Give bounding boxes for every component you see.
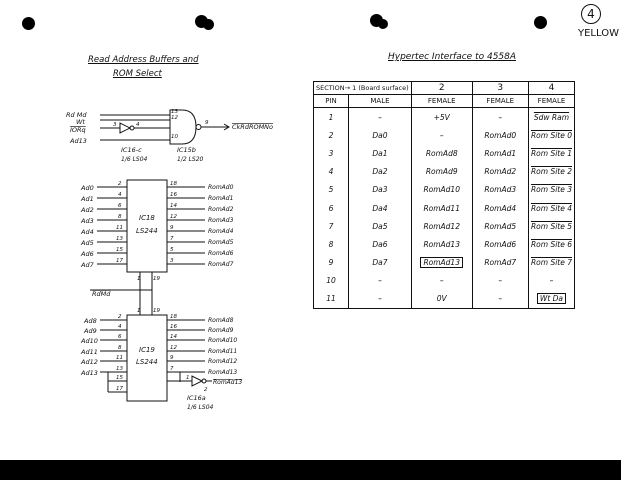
ic18-output-romad0: RomAd0	[208, 184, 234, 191]
ic18-type: LS244	[136, 227, 158, 235]
ic18-pin-12: 12	[170, 214, 177, 220]
ic19-pin-9: 9	[170, 355, 174, 361]
ic19-pin-6: 6	[118, 334, 122, 340]
cell: 7	[314, 217, 349, 235]
cell: Rom Site 6	[530, 239, 572, 249]
ic19-output-pins	[170, 314, 177, 372]
ic18-pin-8: 8	[118, 214, 122, 220]
scan-edge-bar	[0, 460, 621, 480]
cell: 8	[314, 235, 349, 253]
table-row	[314, 235, 575, 253]
table-row	[314, 290, 575, 309]
ic18-input-ad5: Ad5	[81, 239, 94, 247]
ic18-output-romad6: RomAd6	[208, 250, 234, 257]
ic18-pin-13: 13	[116, 236, 123, 242]
ic19-input-labels	[80, 317, 98, 377]
cell: 3	[314, 144, 349, 162]
ic19-output-romad13: RomAd13	[208, 369, 238, 376]
ic19-output-romad11: RomAd11	[208, 348, 238, 355]
ic18-pin-18: 18	[170, 181, 177, 187]
cell: 10	[314, 272, 349, 290]
ic18-output-pins	[170, 181, 177, 264]
ic18-pin-3: 3	[170, 258, 174, 264]
rdmd-bus-label: RdMd	[92, 290, 111, 298]
ic18-input-ad6: Ad6	[81, 250, 94, 258]
table-row	[314, 181, 575, 199]
ic19-type: LS244	[136, 358, 158, 366]
cell: 4	[314, 163, 349, 181]
ic16c-type: 1/6 LS04	[121, 156, 148, 163]
ic18-output-romad1: RomAd1	[208, 195, 234, 202]
ic19-input-pins	[116, 314, 123, 392]
section-2: 2	[411, 82, 472, 95]
ic15b-label: IC15b	[177, 146, 196, 154]
section-4: 4	[528, 82, 574, 95]
ic19-output-romad8: RomAd8	[208, 317, 234, 324]
ic15b-type: 1/2 LS20	[177, 156, 204, 163]
address-buffer-schematic	[0, 0, 310, 460]
cell: Da5	[348, 217, 411, 235]
ic18-output-romad2: RomAd2	[208, 206, 234, 213]
ic19-pin-17: 17	[116, 386, 123, 392]
ic18-pin-15: 15	[116, 247, 123, 253]
table-row	[314, 144, 575, 162]
ic18-input-ad1: Ad1	[81, 195, 94, 203]
cell: –	[528, 272, 574, 290]
cell: Da6	[348, 235, 411, 253]
ic19-output-romad12: RomAd12	[208, 358, 238, 365]
ic18-pin-14: 14	[170, 203, 177, 209]
ic18-pin-11: 11	[116, 225, 123, 231]
cell: Rom Site 3	[530, 185, 572, 195]
ic19-enable-pin-1: 1	[137, 308, 141, 314]
ic19-pin-12: 12	[170, 345, 177, 351]
ic19-input-ad13: Ad13	[81, 369, 98, 377]
ic19-input-ad12: Ad12	[81, 358, 98, 366]
cell: RomAd8	[411, 144, 472, 162]
header-female-2: FEMALE	[411, 95, 472, 108]
ic19-name: IC19	[139, 346, 155, 354]
cell: –	[348, 290, 411, 309]
table-row	[314, 217, 575, 235]
cell: 6	[314, 199, 349, 217]
cell: Rom Site 1	[530, 148, 572, 158]
ic18-input-ad7: Ad7	[81, 261, 94, 269]
table-section-row	[314, 82, 575, 95]
cell: RomAd3	[472, 181, 528, 199]
cell: Da3	[348, 181, 411, 199]
header-male: MALE	[348, 95, 411, 108]
cell: RomAd5	[472, 217, 528, 235]
cell: Da0	[348, 126, 411, 144]
header-female-4: FEMALE	[528, 95, 574, 108]
cell: RomAd1	[472, 144, 528, 162]
gate-input-wt: Wt	[76, 118, 85, 126]
ic18-output-romad7: RomAd7	[208, 261, 234, 268]
table-row	[314, 163, 575, 181]
ic18-pin-5: 5	[170, 247, 174, 253]
cell: RomAd0	[472, 126, 528, 144]
inverter-pin-4: 4	[136, 122, 140, 128]
ic19-input-ad9: Ad9	[84, 327, 97, 335]
cell: RomAd10	[411, 181, 472, 199]
ic18-input-ad2: Ad2	[81, 206, 94, 214]
cell: Rom Site 5	[530, 221, 572, 231]
ic19-output-romad10: RomAd10	[208, 337, 238, 344]
cell: Rom Site 4	[530, 203, 572, 213]
ic18-output-romad5: RomAd5	[208, 239, 234, 246]
cell: RomAd11	[411, 199, 472, 217]
ic16a-label: IC16a	[187, 394, 206, 402]
cell: 5	[314, 181, 349, 199]
gate-pin-10: 10	[171, 134, 178, 140]
cell: RomAd4	[472, 199, 528, 217]
interface-title: Hypertec Interface to 4558A	[388, 52, 517, 62]
cell: Wt Da	[537, 293, 566, 304]
ic18-input-ad0: Ad0	[81, 184, 94, 192]
punch-hole-center-right-2	[378, 19, 388, 29]
gate-output-ckrdromno: CkRdROMNo	[232, 123, 274, 131]
inverter-pin-3: 3	[113, 122, 117, 128]
page-number: 4	[581, 4, 601, 24]
gate-input-iorq: IORq	[70, 126, 86, 134]
table-row	[314, 254, 575, 272]
ic16c-label: IC16-c	[121, 146, 142, 154]
ic19-pin-4: 4	[118, 324, 122, 330]
cell: Da1	[348, 144, 411, 162]
ic19-pin-2: 2	[118, 314, 122, 320]
interface-pin-table	[313, 81, 575, 309]
ic19-input-ad11: Ad11	[81, 348, 98, 356]
ic18-output-labels	[208, 184, 234, 268]
ic19-pin-16: 16	[170, 324, 177, 330]
ic19-enable-pin-19: 19	[153, 308, 160, 314]
ic18-pin-2: 2	[118, 181, 122, 187]
ic18-pin-9: 9	[170, 225, 174, 231]
schematic-title: Read Address Buffers and	[88, 55, 199, 65]
ic18-input-labels	[80, 184, 95, 269]
header-pin: PIN	[314, 95, 349, 108]
cell: Da4	[348, 199, 411, 217]
cell: RomAd12	[411, 217, 472, 235]
ic19-output-labels	[208, 317, 242, 386]
ic18-pin-7: 7	[170, 236, 174, 242]
cell: RomAd2	[472, 163, 528, 181]
ic18-output-romad3: RomAd3	[208, 217, 234, 224]
table-header-row	[314, 95, 575, 108]
ic19-pin-11: 11	[116, 355, 123, 361]
ic18-pin-4: 4	[118, 192, 122, 198]
cell: –	[348, 108, 411, 127]
ic18-output-romad4: RomAd4	[208, 228, 234, 235]
ic18-input-ad3: Ad3	[81, 217, 94, 225]
ic19-pin-15: 15	[116, 375, 123, 381]
ic19-input-ad8: Ad8	[84, 317, 97, 325]
gate-pin-9: 9	[205, 120, 209, 126]
table-row	[314, 108, 575, 127]
ic18-pin-17: 17	[116, 258, 123, 264]
cell: 2	[314, 126, 349, 144]
ic16a-output-romad13: RomAd13	[213, 379, 243, 386]
cell: –	[472, 290, 528, 309]
gate-pin-13: 13	[171, 109, 178, 115]
ic16a-pin-1: 1	[186, 375, 190, 381]
color-note: YELLOW	[578, 28, 619, 39]
cell: Rom Site 2	[530, 167, 572, 177]
table-row	[314, 199, 575, 217]
section-label: SECTION→ 1 (Board surface)	[314, 82, 412, 95]
cell: –	[411, 272, 472, 290]
ic19-pin-14: 14	[170, 334, 177, 340]
gate-input-rdmd: Rd Md	[66, 111, 87, 119]
ic18-input-pins	[116, 181, 123, 264]
gate-pin-12: 12	[171, 115, 178, 121]
cell: Rom Site 7	[530, 258, 572, 268]
ic18-enable-pin-1: 1	[137, 276, 141, 282]
ic18-name: IC18	[139, 214, 155, 222]
cell: Da2	[348, 163, 411, 181]
cell: +5V	[411, 108, 472, 127]
punch-hole-right	[534, 16, 547, 29]
cell: RomAd13	[411, 235, 472, 253]
cell: –	[348, 272, 411, 290]
ic19-pin-18: 18	[170, 314, 177, 320]
table-row	[314, 126, 575, 144]
cell: RomAd6	[472, 235, 528, 253]
schematic-subtitle: ROM Select	[113, 69, 162, 79]
table-row	[314, 272, 575, 290]
ic18-pin-6: 6	[118, 203, 122, 209]
cell: –	[472, 108, 528, 127]
cell: 0V	[411, 290, 472, 309]
cell: –	[411, 126, 472, 144]
ic16a-type: 1/6 LS04	[187, 404, 214, 411]
ic19-pin-13: 13	[116, 366, 123, 372]
cell: Da7	[348, 254, 411, 272]
cell: 1	[314, 108, 349, 127]
gate-input-ad13: Ad13	[70, 137, 87, 145]
ic19-pin-8: 8	[118, 345, 122, 351]
cell: RomAd7	[472, 254, 528, 272]
header-female-3: FEMALE	[472, 95, 528, 108]
ic16a-pin-2: 2	[204, 387, 208, 393]
ic18-pin-16: 16	[170, 192, 177, 198]
cell: RomAd13	[420, 257, 463, 268]
cell: 11	[314, 290, 349, 309]
ic19-output-romad9: RomAd9	[208, 327, 234, 334]
cell: Sdw Ram	[533, 112, 570, 122]
cell: RomAd9	[411, 163, 472, 181]
ic18-enable-pin-19: 19	[153, 276, 160, 282]
cell: –	[472, 272, 528, 290]
section-3: 3	[472, 82, 528, 95]
ic19-input-ad10: Ad10	[81, 337, 98, 345]
cell: Rom Site 0	[530, 130, 572, 140]
ic19-pin-7: 7	[170, 366, 174, 372]
cell: 9	[314, 254, 349, 272]
ic18-input-ad4: Ad4	[81, 228, 94, 236]
